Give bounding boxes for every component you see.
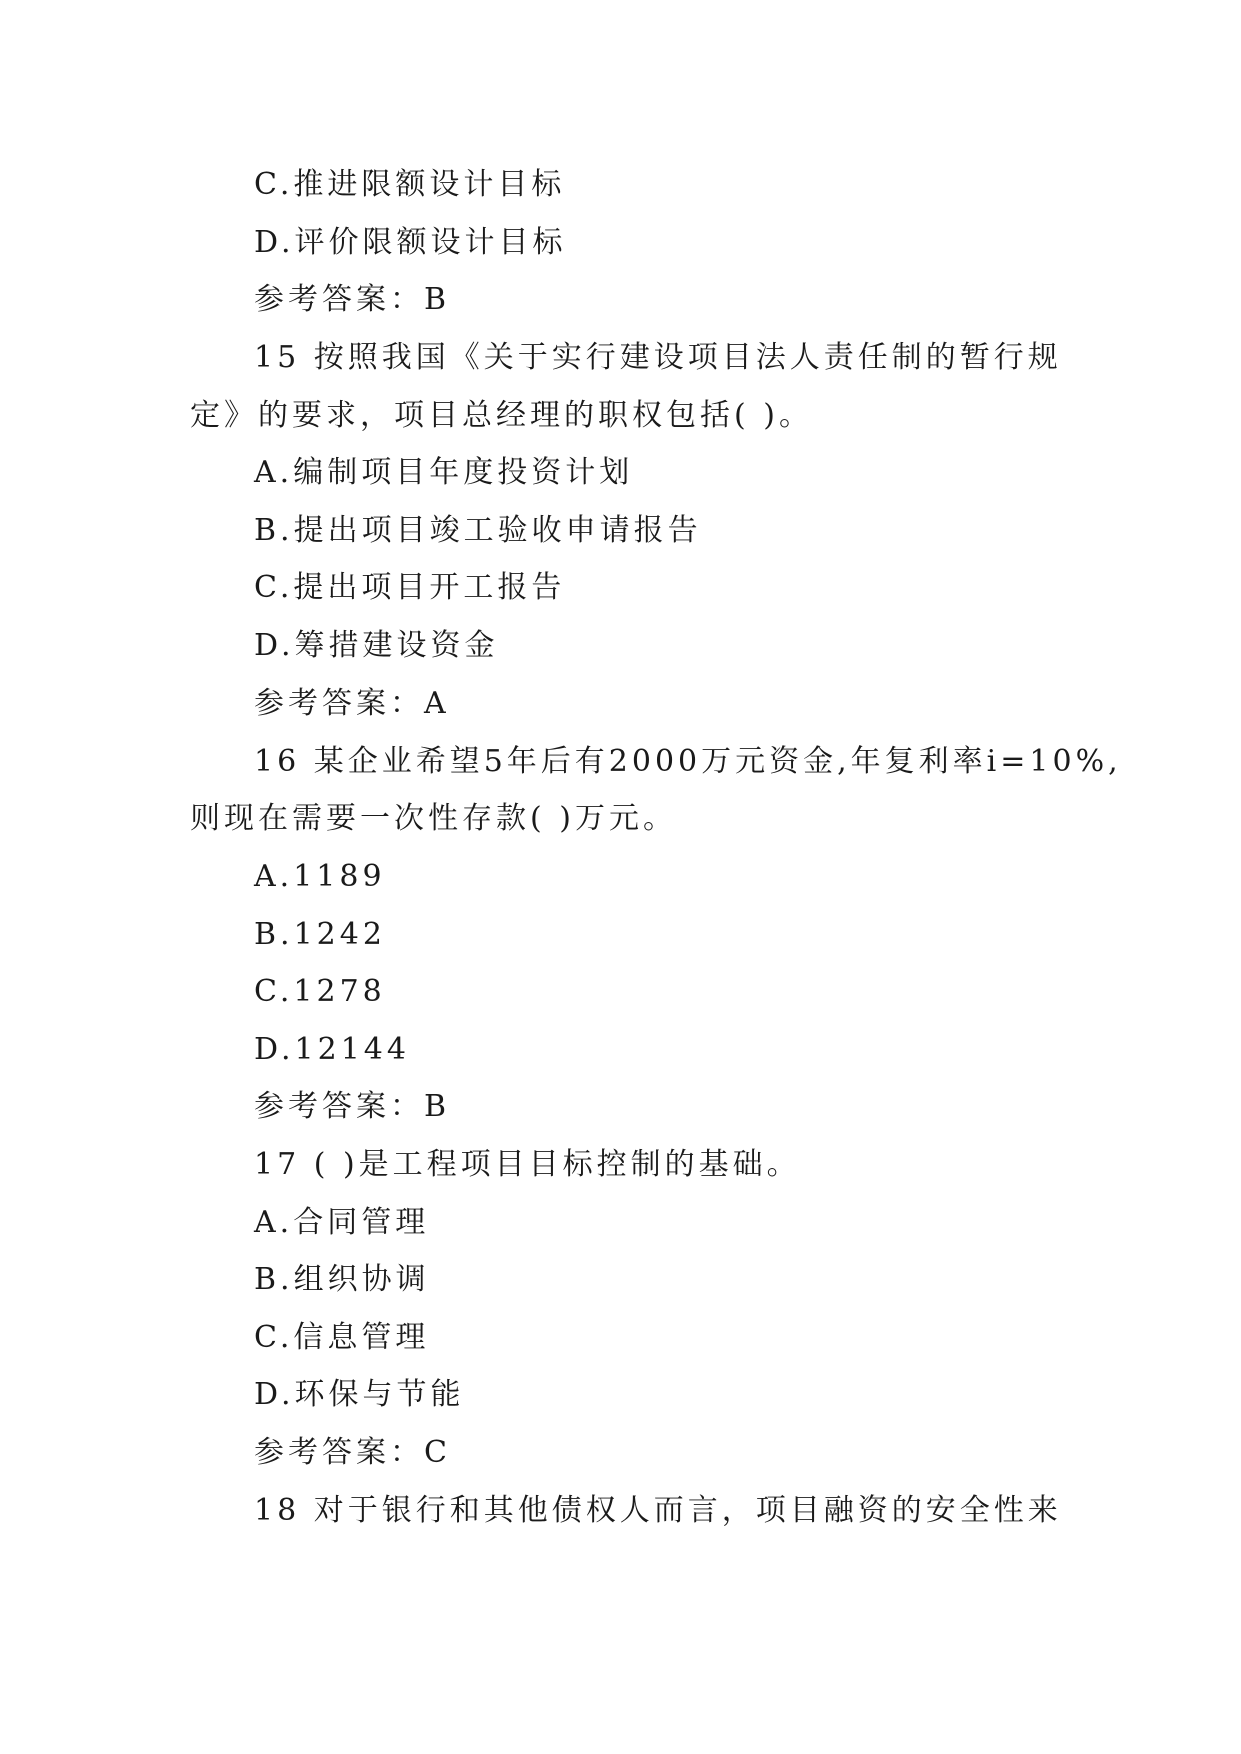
- q16-option-c: C.1278: [254, 974, 386, 1009]
- q15-option-c: C.提出项目开工报告: [254, 570, 566, 605]
- q15-stem-line1: 15 按照我国《关于实行建设项目法人责任制的暂行规: [254, 340, 1062, 375]
- q17-option-c: C.信息管理: [254, 1320, 430, 1355]
- q14-answer: 参考答案：B: [254, 282, 451, 317]
- q17-option-a: A.合同管理: [254, 1205, 430, 1240]
- q14-option-c: C.推进限额设计目标: [254, 167, 566, 202]
- q15-stem-line2: 定》的要求，项目总经理的职权包括( )。: [190, 398, 813, 433]
- q16-option-a: A.1189: [254, 859, 386, 894]
- q15-option-d: D.筹措建设资金: [254, 628, 499, 663]
- q17-answer: 参考答案：C: [254, 1435, 451, 1470]
- q16-answer: 参考答案：B: [254, 1089, 451, 1124]
- q17-stem: 17 ( )是工程项目目标控制的基础。: [254, 1147, 801, 1182]
- q16-option-b: B.1242: [254, 917, 386, 952]
- q16-stem-line1: 16 某企业希望5年后有2000万元资金,年复利率i=10%,: [254, 744, 1122, 779]
- q15-option-b: B.提出项目竣工验收申请报告: [254, 513, 702, 548]
- q14-option-d: D.评价限额设计目标: [254, 225, 567, 260]
- q15-option-a: A.编制项目年度投资计划: [254, 455, 634, 490]
- q15-answer: 参考答案：A: [254, 686, 450, 721]
- q17-option-b: B.组织协调: [254, 1262, 430, 1297]
- q18-stem-line1: 18 对于银行和其他债权人而言，项目融资的安全性来: [254, 1493, 1062, 1528]
- q17-option-d: D.环保与节能: [254, 1377, 465, 1412]
- q16-option-d: D.12144: [254, 1032, 410, 1067]
- q16-stem-line2: 则现在需要一次性存款( )万元。: [190, 801, 677, 836]
